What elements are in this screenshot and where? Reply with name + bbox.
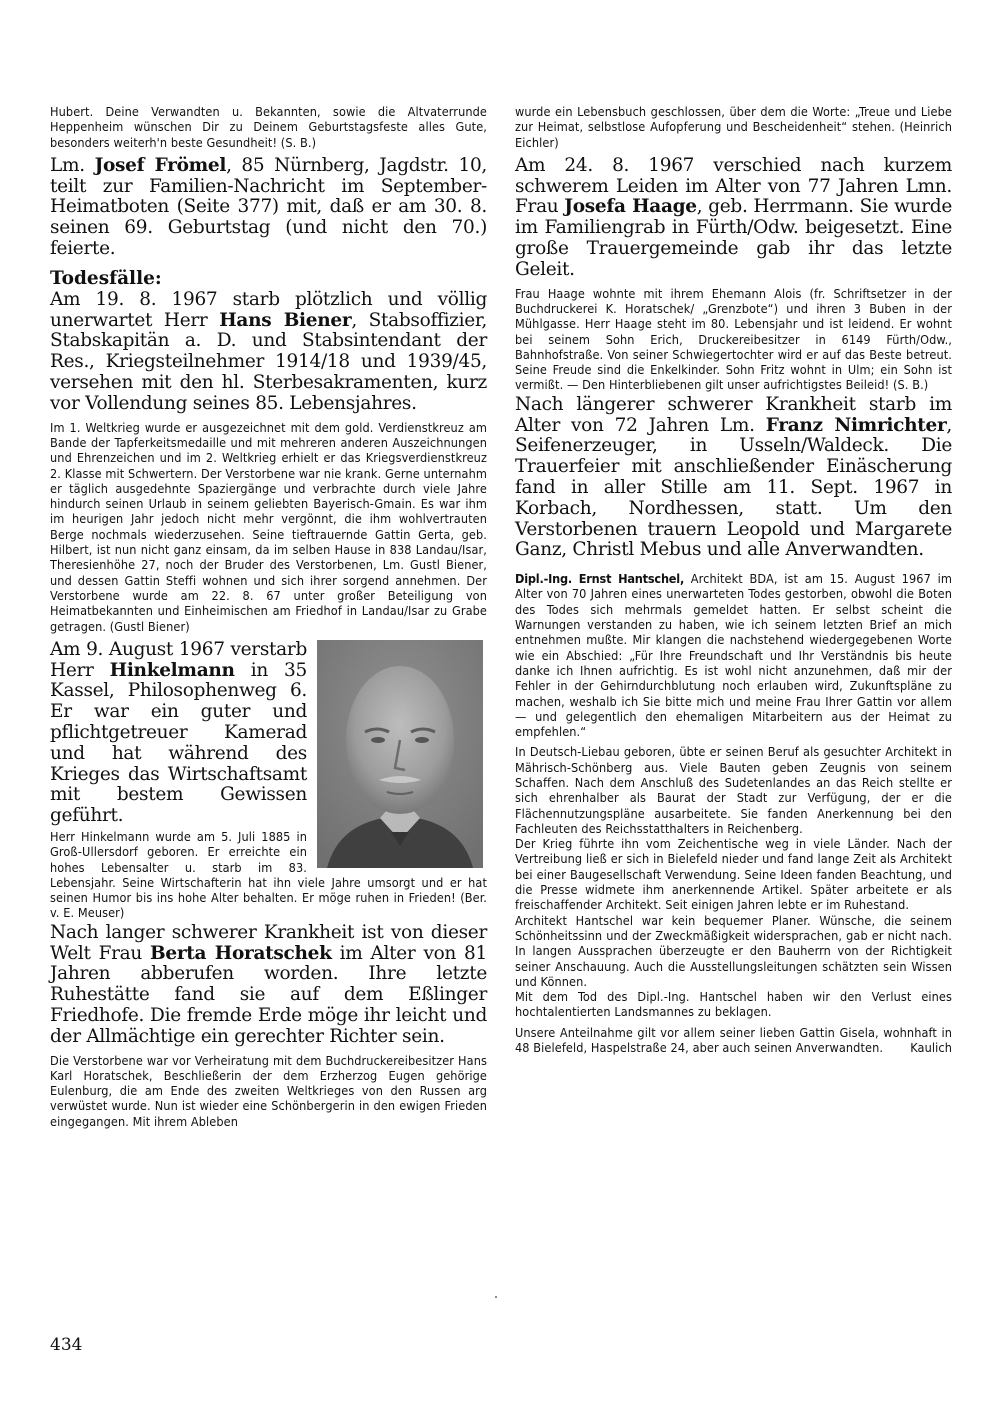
notice-birthday-hubert: Hubert. Deine Verwandten u. Bekannten, sowie die Altvaterrunde Heppenheim wünschen Dir zu Deinem Geburtstagsfeste alles Gute, besonders weiterh'n beste Gesundheit! (S. B.) <box>50 104 487 150</box>
obituary-prefix: Nach langer schwerer Krankheit ist von dieser Welt Frau <box>50 921 487 964</box>
obituary-prefix: Am 19. 8. 1967 starb plötzlich und völlig unerwartet Herr <box>50 288 487 331</box>
obituary-hantschel-character: Architekt Hantschel war kein bequemer Planer. Wünsche, die seinem Schönheitssinn und der Zweckmäßigkeit widersprachen, gab er nicht nach. In langen Aussprachen überzeugte er den Bauherrn von der Richtigkeit seiner Anschauung. Auch die Ausstellungsleitungen schätzten sein Wissen und Können. <box>515 912 952 989</box>
person-name: Dipl.-Ing. Ernst Hantschel, <box>515 571 685 587</box>
obituary-horatschek <box>50 923 487 1048</box>
condolence-text: Unsere Anteilnahme gilt vor allem seiner lieben Gattin Gisela, wohnhaft in 48 Bielefeld, Haspelstraße 24, aber auch seinen Anverwandten. <box>515 1024 952 1056</box>
section-heading-deaths: Todesfälle: <box>50 267 162 289</box>
print-speck <box>495 1296 497 1298</box>
obituary-horatschek-details: Die Verstorbene war vor Verheiratung mit dem Buchdruckereibesitzer Hans Karl Horatschek, Beschließerin der dem Erzherzog Eugen gehörige Eulenburg, die am Ende des zweiten Weltkrieges von den Russen arg verwüstet wurde. Nun ist wieder eine Schönbergerin in den ewigen Frieden eingegangen. Mit ihrem Ableben <box>50 1052 487 1129</box>
portrait-photo-hinkelmann <box>317 640 483 868</box>
person-name: Hinkelmann <box>109 659 235 681</box>
obituary-prefix: Am 9. August 1967 verstarb Herr <box>50 638 307 681</box>
obituary-text: Architekt BDA, ist am 15. August 1967 im Alter von 70 Jahren eines unerwarteten Todes gestorben, obwohl die Boten des Todes sich mehrmals gemeldet hatten. Er selbst scheint die Warnungen verstanden zu haben, wie ich seinem letzten Brief an mich entnehmen mußte. Mir klangen die nachstehend wiedergegebenen Worte wie ein Abschied: „Für Ihre Freundschaft und Ihr Verständnis bis heute danke ich Ihnen aufrichtig. Es ist wohl nicht anzunehmen, daß mir der Fehler in der Gehirndurchblutung noch erlauben wird, Zukunftspläne zu machen, weshalb ich Sie bitte mich und meine Frau Ihrer Gattin vor allem — und gelegentlich den ehemaligen Mitarbeitern aus der Heimat zu empfehlen.“ <box>515 571 953 740</box>
notice-prefix: Lm. <box>50 154 95 176</box>
obituary-hinkelmann-details: Herr Hinkelmann wurde am 5. Juli 1885 in Groß-Ullersdorf geboren. Er erreichte ein hohes Lebensalter u. starb im 83. Lebensjahr. Seine Wirtschafterin hat ihn viele Jahre umsorgt und er hat seinen Humor bis ins hohe Alter behalten. Er möge ruhen in Frieden! (Ber. v. E. Meuser) <box>50 828 487 921</box>
left-column <box>50 104 487 1129</box>
obituary-nimrichter <box>515 395 952 561</box>
obituary-prefix: Am 24. 8. 1967 verschied nach kurzem schwerem Leiden im Alter von 77 Jahren Lmn. Frau <box>515 154 952 218</box>
person-name: Josef Frömel <box>94 154 227 176</box>
author-signature: Kaulich <box>910 1040 952 1056</box>
obituary-biener-details: Im 1. Weltkrieg wurde er ausgezeichnet mit dem gold. Verdienstkreuz am Bande der Tapferkeitsmedaille und mit mehreren anderen Auszeichnungen und Ehrenzeichen und im 2. Weltkrieg erhielt er das Kriegsverdienstkreuz 2. Klasse mit Schwertern. Der Verstorbene war nie krank. Gerne unternahm er täglich ausgedehnte Spaziergänge und verbrachte durch viele Jahre hindurch seinen Urlaub in seinem geliebten Bayerisch-Gmain. Es war ihm im heurigen Jahr jedoch nicht mehr vergönnt, die ihm wohlvertrauten Berge nochmals wiederzusehen. Seine tieftrauernde Gattin Gerta, geb. Hilbert, ist nun nicht ganz einsam, da im selben Hause in 838 Landau/Isar, Theresienhöhe 27, noch der Bruder des Verstorbenen, Lm. Gustl Biener, und dessen Gattin Steffi wohnen und sich ihrer sorgend annehmen. Der Verstorbene wurde am 22. 8. 67 unter großer Beteiligung von Heimatbekannten und Einheimischen am Friedhof in Landau/Isar zu Grabe getragen. (Gustl Biener) <box>50 419 487 634</box>
notice-text: , 85 Nürnberg, Jagdstr. 10, teilt zur Familien-Nachricht im September-Heimatboten (Seite 377) mit, daß er am 30. 8. seinen 69. Geburtstag (und nicht den 70.) feierte. <box>50 154 487 260</box>
obituary-hantschel <box>515 571 952 739</box>
person-name: Hans Biener <box>219 309 352 331</box>
obituary-haage-details: Frau Haage wohnte mit ihrem Ehemann Alois (fr. Schriftsetzer in der Buchdruckerei K. Horatschek/ „Grenzbote“) und ihren 3 Buben in der Mühlgasse. Herr Haage steht im 80. Lebensjahr und ist leidend. Er wohnt bei seinem Sohn Erich, Druckereibesitzer in 6149 Fürth/Odw., Bahnhofstraße. Von seiner Schwiegertochter wird er auf das Beste betreut. Seine Freude sind die Enkelkinder. Sohn Fritz wohnt in Ulm; ein Sohn ist vermißt. — Den Hinterbliebenen gilt unser aufrichtigstes Beileid! (S. B.) <box>515 285 952 393</box>
obituary-hantschel-war: Der Krieg führte ihn vom Zeichentische weg in viele Länder. Nach der Vertreibung ließ er sich in Bielefeld nieder und fand lange Zeit als Architekt bei einer Baugesellschaft Verwendung. Seine Ideen fanden Beachtung, und die Presse widmete ihm anerkennende Artikel. Später arbeitete er als freischaffender Architekt. Seit einigen Jahren lebte er im Ruhestand. <box>515 836 952 913</box>
obituary-hantschel-condolence <box>515 1025 952 1056</box>
obituary-horatschek-continued: wurde ein Lebensbuch geschlossen, über dem die Worte: „Treue und Liebe zur Heimat, selbstlose Aufopferung und Bescheidenheit“ stehen. (Heinrich Eichler) <box>515 104 952 150</box>
person-name: Franz Nimrichter <box>765 414 947 436</box>
obituary-text: im Alter von 81 Jahren abberufen worden. Ihre letzte Ruhestätte fand sie auf dem Eßlinger Friedhofe. Die fremde Erde möge ihr leicht und der Allmächtige ein gerechter Richter sein. <box>50 942 487 1047</box>
notice-froemel-correction <box>50 156 487 260</box>
obituary-hantschel-loss: Mit dem Tod des Dipl.-Ing. Hantschel haben wir den Verlust eines hochtalentierten Landsmannes zu beklagen. <box>515 989 952 1020</box>
obituary-biener <box>50 290 487 415</box>
obituary-prefix: Nach längerer schwerer Krankheit starb im Alter von 72 Jahren Lm. <box>515 393 952 436</box>
obituary-text: , Stabsoffizier, Stabskapitän a. D. und Stabsintendant der Res., Kriegsteilnehmer 1914/18 und 1939/45, versehen mit den hl. Sterbesakramenten, kurz vor Vollendung seines 85. Lebensjahres. <box>50 309 487 414</box>
obituary-text: , Seifenerzeuger, in Usseln/Waldeck. Die Trauerfeier mit anschließender Einäscherung fand in aller Stille am 11. Sept. 1967 in Korbach, Nordhessen, statt. Um den Verstorbenen trauern Leopold und Margarete Ganz, Christl Mebus und alle Anverwandten. <box>515 414 952 561</box>
right-column <box>515 104 952 1055</box>
person-name: Berta Horatschek <box>150 942 332 964</box>
portrait-image <box>317 640 483 868</box>
obituary-text: in 35 Kassel, Philosophenweg 6. Er war ein guter und pflichtgetreuer Kamerad und hat während des Krieges das Wirtschaftsamt mit bestem Gewissen geführt. <box>50 659 307 827</box>
obituary-text: , geb. Herrmann. Sie wurde im Familiengrab in Fürth/Odw. beigesetzt. Eine große Trauergemeinde gab ihr das letzte Geleit. <box>515 196 952 280</box>
obituary-haage <box>515 156 952 281</box>
person-name: Josefa Haage <box>564 196 697 218</box>
page-number: 434 <box>50 1335 83 1355</box>
obituary-hantschel-career: In Deutsch-Liebau geboren, übte er seinen Beruf als gesuchter Architekt in Mährisch-Schönberg aus. Viele Bauten geben Zeugnis von seinem Schaffen. Nach dem Anschluß des Sudetenlandes an das Reich stellte er sich ehrenhalber als Baurat der Stadt zur Verfügung, der er die Flächennutzungspläne ausarbeitete. Sie fanden Anerkennung bei den Fachleuten des Reichsstatthalters in Reichenberg. <box>515 744 952 836</box>
